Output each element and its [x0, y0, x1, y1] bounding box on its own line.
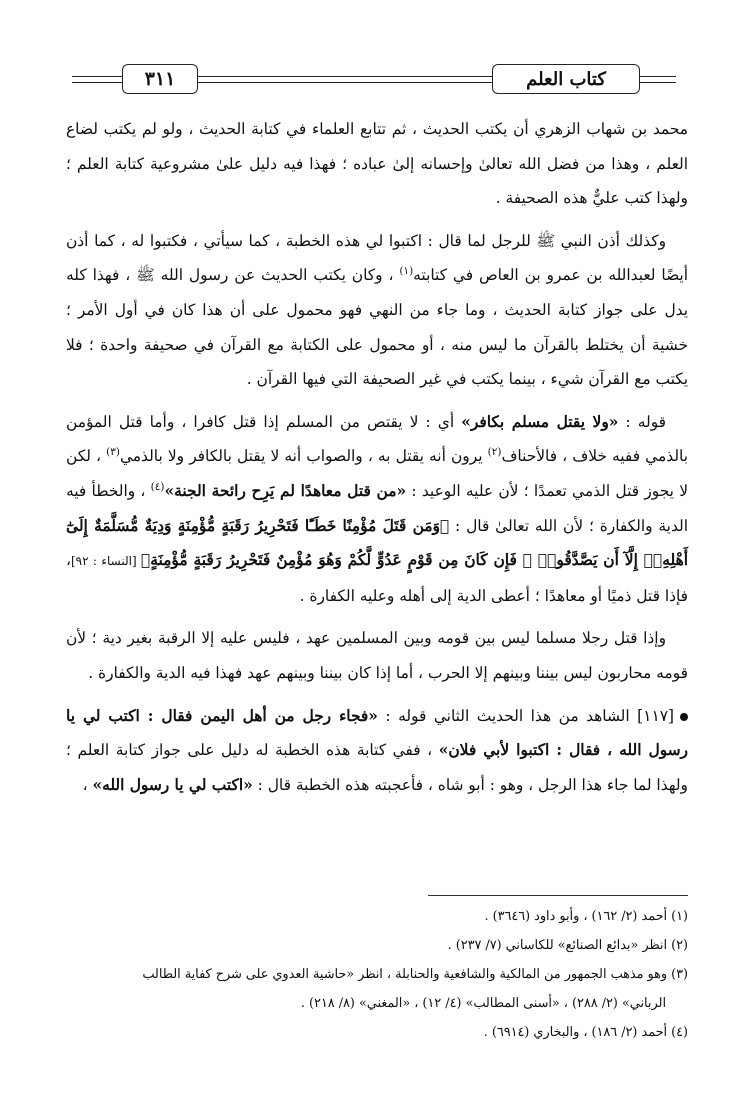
paragraph-5 — [66, 699, 688, 803]
text-run: ، ففي كتابة هذه الخطبة له دليل على جواز كتابة العلم ؛ ولهذا لما جاء هذا الرجل ، وهو : أبو شاه ، فأعجبته هذه الخطبة قال : — [66, 741, 688, 794]
footnote-2: (٢) انظر «بدائع الصنائع» للكاساني (٧/ ٢٣٧) . — [447, 938, 688, 953]
footnote-separator — [428, 895, 688, 896]
bullet-icon — [680, 713, 688, 721]
quran-verse: ﴿وَمَن قَتَلَ مُؤْمِنًا خَطَـًٔا فَتَحْرِيرُ رَقَبَةٍ مُّؤْمِنَةٍ وَدِيَةٌ مُّسَلَّمَةٌ إِلَىٰٓ أَهْلِهِۦٓ إِلَّآ أَن يَصَّدَّقُوا۟ ۚ فَإِن كَانَ مِن قَوْمٍ عَدُوٍّ لَّكُمْ وَهُوَ مُؤْمِنٌ فَتَحْرِيرُ رَقَبَةٍ مُّؤْمِنَةٍ﴾ — [66, 516, 688, 570]
footnote-ref-2: (٢) — [487, 446, 502, 459]
text-run: وكذلك أذن النبي ﷺ للرجل لما قال : اكتبوا لي هذه الخطبة ، كما سيأتي ، فكتبوا له ، كما أذن أيضًا لعبدالله بن عمرو بن العاص في كتابته — [66, 231, 688, 285]
text-run: قوله : — [618, 412, 666, 431]
footnote-4: (٤) أحمد (٢/ ١٨٦) ، والبخاري (٦٩١٤) . — [483, 1025, 688, 1040]
hadith-quote: «من قتل معاهدًا لم يَرِح رائحة الجنة» — [164, 481, 407, 500]
footnote-ref-3: (٣) — [106, 446, 120, 459]
text-run: يرون أنه يقتل به ، والصواب أنه لا يقتل بالكافر ولا بالذمي — [119, 447, 488, 466]
page-header — [72, 62, 676, 98]
text-run: الشاهد من هذا الحديث الثاني قوله : — [377, 706, 638, 725]
text-run: أي : لا يقتص من المسلم إذا قتل كافرا ، وأما قتل المؤمن بالذمي ففيه خلاف ، فالأحناف — [66, 412, 688, 466]
hadith-quote: «فجاء رجل من أهل اليمن فقال : اكتب لي يا رسول الله ، فقال : اكتبوا لأبي فلان» — [66, 706, 688, 760]
footnote-ref-4: (٤) — [150, 480, 165, 493]
hadith-quote: «ولا يقتل مسلم بكافر» — [461, 412, 619, 431]
hadith-number: [١١٧] — [637, 706, 674, 725]
footnote-3: (٣) وهو مذهب الجمهور من المالكية والشافعية والحنابلة ، انظر «حاشية العدوي على شرح كفاية الطالب — [142, 967, 688, 982]
text-run: ، فإذا قتل ذميًا أو معاهدًا ؛ أعطى الدية إلى أهله وعليه الكفارة . — [66, 551, 688, 605]
page-number: ٣١١ — [122, 64, 198, 94]
verse-reference: [النساء : ٩٢] — [70, 554, 141, 569]
hadith-quote: «اكتب لي يا رسول الله» — [92, 775, 253, 794]
text-run: ، — [82, 775, 93, 794]
footnote-3-continued: الرباني» (٢/ ٢٨٨) ، «أسنى المطالب» (٤/ ١٢) ، «المغني» (٨/ ٢١٨) . — [300, 996, 666, 1011]
text-run: ، والخطأ فيه الدية والكفارة ؛ لأن الله تعالىٰ قال : — [66, 481, 688, 535]
paragraph-1: محمد بن شهاب الزهري أن يكتب الحديث ، ثم تتابع العلماء في كتابة الحديث ، ولو لم يكتب لضاع العلم ، وهذا من فضل الله تعالىٰ وإحسانه إلىٰ عباده ؛ فهذا فيه دليل علىٰ مشروعية كتابة العلم ؛ ولهذا كتب عليٌّ هذه الصحيفة . — [66, 120, 688, 208]
footnote-1: (١) أحمد (٢/ ١٦٢) ، وأبو داود (٣٦٤٦) . — [484, 909, 688, 924]
paragraph-3 — [66, 405, 688, 614]
text-run: ، وكان يكتب الحديث عن رسول الله ﷺ ، فهذا كله يدل على جواز كتابة الحديث ، وما جاء من النهي فهو محمول على أن هذا كان في أول الأمر ؛ خشية أن يختلط بالقرآن ما ليس منه ، أو محمول على الكتابة مع القرآن في صحيفة واحدة ؛ فلا يكتب مع القرآن شيء ، بينما يكتب في غير الصحيفة التي فيها القرآن . — [66, 266, 688, 389]
chapter-title: كتاب العلم — [492, 64, 640, 94]
footnotes — [66, 902, 688, 1047]
footnote-ref-1: (١) — [399, 265, 414, 278]
paragraph-2 — [66, 224, 688, 397]
text-run: ، لكن لا يجوز قتل الذمي تعمدًا ؛ لأن عليه الوعيد : — [66, 447, 688, 500]
main-text — [66, 112, 688, 802]
paragraph-4: وإذا قتل رجلا مسلما ليس بين قومه وبين المسلمين عهد ، فليس عليه إلا الرقبة بغير دية ؛ لأن قومه محاربون ليس بيننا وبينهم إلا الحرب ، أما إذا كان بيننا وبينهم عهد فهذا فيه الدية والكفارة . — [66, 629, 688, 682]
